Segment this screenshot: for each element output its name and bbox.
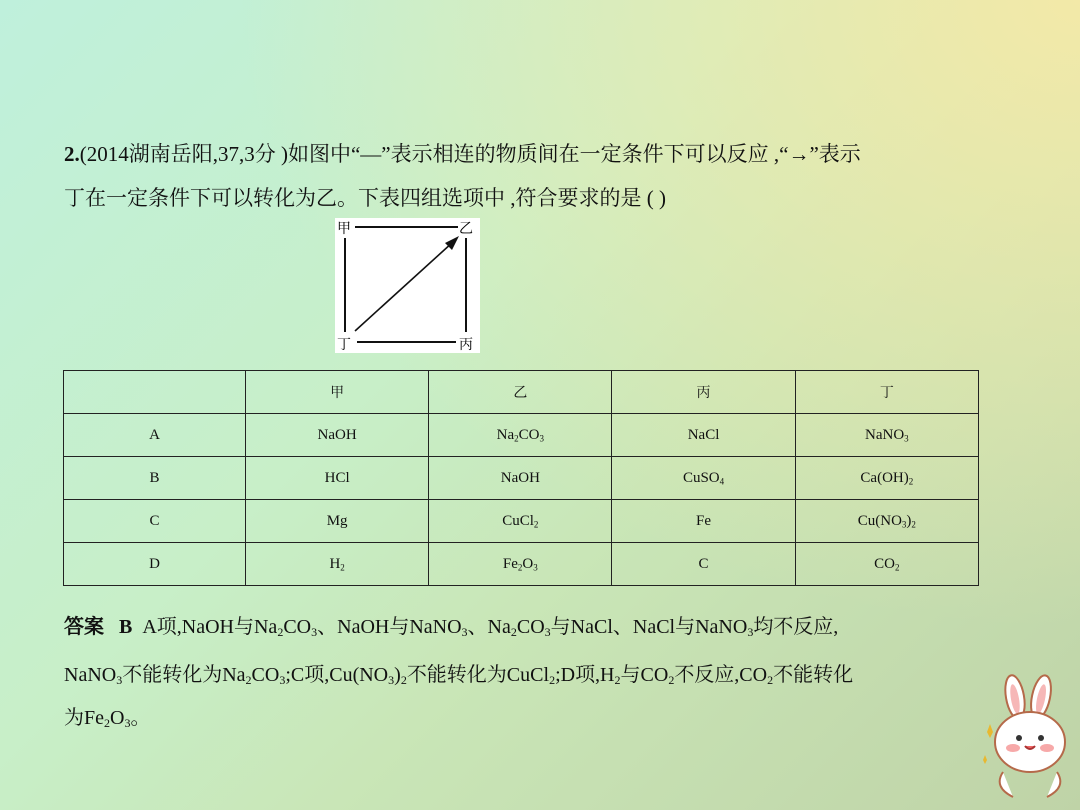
answer-line-3: 为$Fe_2O_3$。 (64, 707, 151, 730)
table-cell: CuCl$_2$ (429, 500, 612, 543)
question-line-2: 丁在一定条件下可以转化为乙。下表四组选项中 ,符合要求的是 ( ) (64, 186, 666, 210)
header-cell (64, 371, 246, 414)
table-cell: C (612, 543, 795, 586)
question-line-1: 2.(2014湖南岳阳,37,3分 )如图中“—”表示相连的物质间在一定条件下可以反应 ,“→”表示 (64, 142, 861, 166)
header-cell: 乙 (429, 371, 612, 414)
table-row (64, 457, 979, 500)
header-cell: 甲 (246, 371, 429, 414)
table-cell: $H_2$ (246, 543, 429, 586)
table-cell: HCl (246, 457, 429, 500)
answer-choice: B (119, 616, 133, 638)
header-cell: 丁 (795, 371, 978, 414)
table-cell: $CO_2$ (795, 543, 978, 586)
table-cell: CuSO$_4$ (612, 457, 795, 500)
bunny-sticker-icon (975, 672, 1075, 807)
node-ding: 丁 (337, 337, 351, 353)
options-table (63, 370, 979, 586)
table-row (64, 414, 979, 457)
table-cell: Mg (246, 500, 429, 543)
row-label: B (64, 457, 246, 500)
answer-line-2: NaNO$_3$不能转化为$Na_2CO_3;C$项$,Cu(NO_3)_2$不能转化为CuCl$_2$;D项$,H_2$与$CO_2$不反应$,CO_2$不能转化 (64, 664, 854, 687)
table-header-row (64, 371, 979, 414)
table-cell: NaCl (612, 414, 795, 457)
answer-line-1 (64, 612, 838, 642)
answer-label: 答案 (64, 616, 104, 638)
table-row (64, 543, 979, 586)
table-cell: Fe (612, 500, 795, 543)
table-cell: $Ca(OH)_2$ (795, 457, 978, 500)
reaction-diagram (335, 218, 480, 353)
table-cell: NaOH (246, 414, 429, 457)
row-label: C (64, 500, 246, 543)
node-yi: 乙 (459, 221, 473, 237)
table-cell: NaNO$_3$ (795, 414, 978, 457)
table-row (64, 500, 979, 543)
node-bing: 丙 (459, 337, 473, 353)
table-cell: NaOH (429, 457, 612, 500)
row-label: A (64, 414, 246, 457)
table-cell: $Cu(NO_3)_2$ (795, 500, 978, 543)
header-cell: 丙 (612, 371, 795, 414)
answer-text-1: A项,NaOH与$Na_2CO_3$、NaOH与NaNO$_3$、$Na_2CO_3$与NaCl、NaCl与NaNO$_3$均不反应, (142, 616, 839, 639)
row-label: D (64, 543, 246, 586)
node-jia: 甲 (337, 221, 351, 237)
table-cell: $Na_2CO_3$ (429, 414, 612, 457)
table-cell: $Fe_2O_3$ (429, 543, 612, 586)
